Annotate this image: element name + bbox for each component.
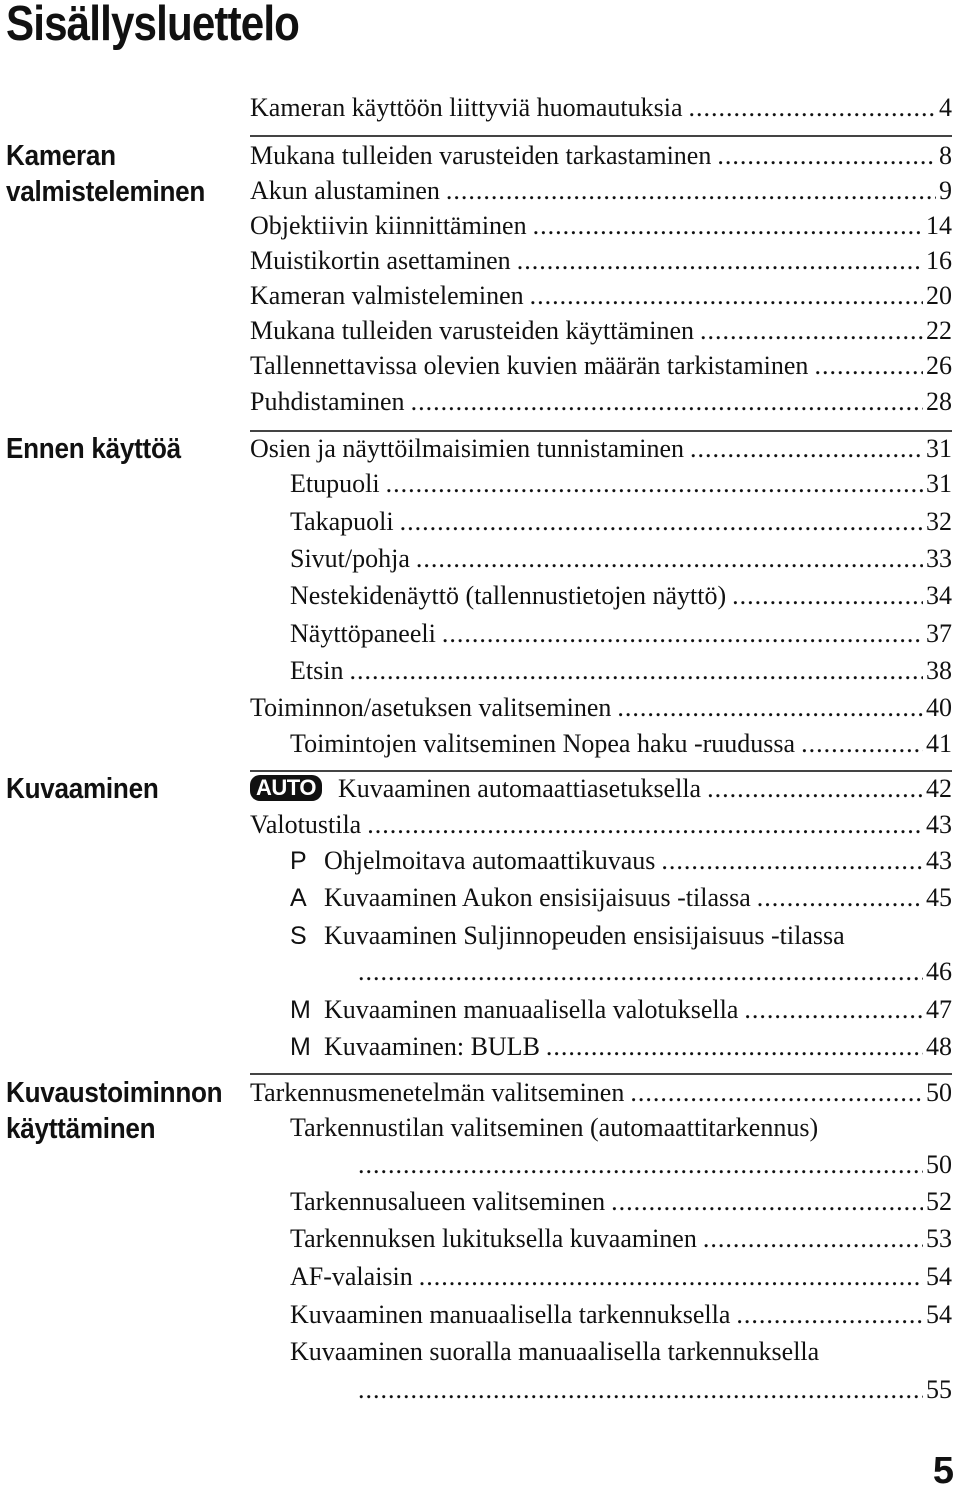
toc-entry-page: 54 xyxy=(926,1300,952,1329)
toc-entry-text xyxy=(290,992,738,1028)
toc-entry-text: Kuvaaminen manuaalisella tarkennuksella xyxy=(290,1300,731,1329)
toc-entry-text: Mukana tulleiden varusteiden käyttäminen xyxy=(250,316,695,345)
dot-leader xyxy=(517,243,923,279)
section-label-line: Ennen käyttöä xyxy=(6,433,181,465)
toc-entry-page: 54 xyxy=(926,1262,952,1291)
toc-entry-text: Näyttöpaneeli xyxy=(290,619,436,648)
toc-entry-text: Objektiivin kiinnittäminen xyxy=(250,211,527,240)
section-kuvaaminen xyxy=(0,770,960,1070)
toc-entry-page: 41 xyxy=(926,729,952,758)
toc-entry-label: Ohjelmoitava automaattikuvaus xyxy=(324,846,656,875)
toc-entry-page: 31 xyxy=(926,434,952,463)
toc-entry[interactable] xyxy=(250,278,952,314)
dot-leader xyxy=(386,466,923,502)
dot-leader xyxy=(349,653,923,689)
mode-m-icon: M xyxy=(290,996,311,1024)
dot-leader xyxy=(661,843,923,879)
toc-entry-text: Toimintojen valitseminen Nopea haku -ruudussa xyxy=(290,729,796,758)
toc-entry-intro[interactable] xyxy=(250,90,952,126)
section-label-line: käyttäminen xyxy=(6,1113,156,1145)
toc-entry[interactable] xyxy=(250,771,952,807)
toc-entry-label: Kuvaaminen automaattiasetuksella xyxy=(337,774,702,803)
toc-entry-page: 31 xyxy=(926,469,952,498)
dot-leader xyxy=(757,880,923,916)
toc-entry-text xyxy=(290,918,845,954)
toc-entry-continuation[interactable] xyxy=(358,954,952,990)
toc-entry-text: Tarkennusmenetelmän valitseminen xyxy=(250,1078,625,1107)
dot-leader xyxy=(736,1297,923,1333)
section-label xyxy=(6,771,222,807)
page-title: Sisällysluettelo xyxy=(6,0,300,51)
dot-leader xyxy=(419,1259,923,1295)
toc-subentry[interactable] xyxy=(290,843,952,879)
dot-leader xyxy=(358,1372,923,1408)
section-kuvaustoiminnon-kayttaminen xyxy=(0,1073,960,1413)
toc-entry-page: 14 xyxy=(926,211,952,240)
dot-leader xyxy=(703,1221,923,1257)
dot-leader xyxy=(814,348,923,384)
toc-entry-page: 53 xyxy=(926,1224,952,1253)
section-divider xyxy=(250,135,952,137)
dot-leader xyxy=(707,771,923,807)
toc-entry[interactable] xyxy=(250,173,952,209)
dot-leader xyxy=(530,278,923,314)
dot-leader xyxy=(690,431,923,467)
toc-entry[interactable] xyxy=(250,138,952,174)
toc-entry-text: Tarkennuksen lukituksella kuvaaminen xyxy=(290,1224,697,1253)
section-kameran-valmisteleminen xyxy=(0,135,960,425)
toc-entry-text xyxy=(250,771,701,807)
mode-s-icon: S xyxy=(290,922,307,950)
toc-entry-page: 46 xyxy=(926,957,952,986)
toc-entry-page: 22 xyxy=(926,316,952,345)
toc-entry-label: Kuvaaminen: BULB xyxy=(324,1032,540,1061)
dot-leader xyxy=(617,690,923,726)
toc-entry-text: Etsin xyxy=(290,656,344,685)
dot-leader xyxy=(700,313,923,349)
dot-leader xyxy=(446,173,936,209)
dot-leader xyxy=(732,578,923,614)
section-label-line: Kuvaaminen xyxy=(6,773,159,805)
toc-subentry[interactable] xyxy=(290,880,952,916)
toc-subentry[interactable] xyxy=(290,726,952,762)
section-label-line: valmisteleminen xyxy=(6,176,206,208)
toc-entry[interactable] xyxy=(250,690,952,726)
toc-subentry[interactable] xyxy=(290,1029,952,1065)
toc-entry-page: 47 xyxy=(926,995,952,1024)
toc-entry-text: Akun alustaminen xyxy=(250,176,440,205)
toc-subentry[interactable] xyxy=(290,653,952,689)
toc-subentry[interactable] xyxy=(290,1184,952,1220)
dot-leader xyxy=(533,208,923,244)
toc-entry-text: Muistikortin asettaminen xyxy=(250,246,511,275)
toc-entry[interactable] xyxy=(250,384,952,420)
toc-entry[interactable] xyxy=(250,208,952,244)
section-ennen-kayttoa xyxy=(0,430,960,770)
toc-entry-page: 38 xyxy=(926,656,952,685)
toc-subentry[interactable] xyxy=(290,578,952,614)
toc-entry-label: Kuvaaminen manuaalisella valotuksella xyxy=(324,995,739,1024)
toc-subentry[interactable] xyxy=(290,466,952,502)
toc-entry-text xyxy=(290,843,655,879)
dot-leader xyxy=(411,384,923,420)
toc-entry[interactable] xyxy=(250,431,952,467)
dot-leader xyxy=(717,138,936,174)
toc-entry[interactable] xyxy=(250,313,952,349)
mode-a-icon: A xyxy=(290,884,307,912)
toc-subentry[interactable] xyxy=(290,1334,952,1370)
dot-leader xyxy=(416,541,923,577)
toc-subentry[interactable] xyxy=(290,616,952,652)
dot-leader xyxy=(367,807,923,843)
toc-entry-continuation[interactable] xyxy=(358,1372,952,1408)
toc-entry-page: 32 xyxy=(926,507,952,536)
section-label xyxy=(6,431,222,467)
toc-entry-text: Tarkennustilan valitseminen (automaattitarkennus) xyxy=(290,1113,819,1142)
toc-entry-page: 37 xyxy=(926,619,952,648)
toc-subentry[interactable] xyxy=(290,1297,952,1333)
dot-leader xyxy=(630,1075,923,1111)
toc-entry-text xyxy=(290,880,751,916)
toc-entry-text: Tarkennusalueen valitseminen xyxy=(290,1187,606,1216)
toc-entry-page: 55 xyxy=(926,1375,952,1404)
dot-leader xyxy=(744,992,923,1028)
toc-entry-text: Takapuoli xyxy=(290,507,394,536)
toc-entry-text: Toiminnon/asetuksen valitseminen xyxy=(250,693,612,722)
toc-entry-page: 50 xyxy=(926,1078,952,1107)
toc-entry-page: 34 xyxy=(926,581,952,610)
toc-entry-page: 28 xyxy=(926,387,952,416)
toc-entry[interactable] xyxy=(250,243,952,279)
toc-entry-text: Nestekidenäyttö (tallennustietojen näyttö) xyxy=(290,581,727,610)
toc-entry[interactable] xyxy=(250,1075,952,1111)
dot-leader xyxy=(358,954,923,990)
toc-subentry[interactable] xyxy=(290,918,952,954)
dot-leader xyxy=(546,1029,923,1065)
toc-entry-page: 52 xyxy=(926,1187,952,1216)
toc-entry-continuation[interactable] xyxy=(358,1147,952,1183)
dot-leader xyxy=(400,504,923,540)
toc-entry-page: 33 xyxy=(926,544,952,573)
toc-entry[interactable] xyxy=(250,348,952,384)
toc-entry-page: 45 xyxy=(926,883,952,912)
section-label xyxy=(6,1075,222,1147)
toc-entry-page: 40 xyxy=(926,693,952,722)
toc-subentry[interactable] xyxy=(290,1259,952,1295)
dot-leader xyxy=(442,616,923,652)
toc-subentry[interactable] xyxy=(290,1221,952,1257)
toc-subentry[interactable] xyxy=(290,541,952,577)
toc-subentry[interactable] xyxy=(290,992,952,1028)
toc-entry-page: 42 xyxy=(926,774,952,803)
toc-entry-text: Valotustila xyxy=(250,810,362,839)
toc-entry-text: Puhdistaminen xyxy=(250,387,405,416)
toc-entry-text xyxy=(290,1029,540,1065)
toc-entry-page: 16 xyxy=(926,246,952,275)
toc-entry-text: AF-valaisin xyxy=(290,1262,413,1291)
toc-entry-page: 48 xyxy=(926,1032,952,1061)
dot-leader xyxy=(689,90,936,126)
section-label-line: Kuvaustoiminnon xyxy=(6,1077,223,1109)
toc-entry-page: 43 xyxy=(926,810,952,839)
dot-leader xyxy=(801,726,923,762)
dot-leader xyxy=(358,1147,923,1183)
toc-entry-text: Osien ja näyttöilmaisimien tunnistaminen xyxy=(250,434,684,463)
toc-entry-page: 20 xyxy=(926,281,952,310)
toc-entry-text: Kuvaaminen suoralla manuaalisella tarkennuksella xyxy=(290,1337,820,1366)
dot-leader xyxy=(611,1184,923,1220)
mode-p-icon: P xyxy=(290,847,307,875)
toc-entry-page: 8 xyxy=(939,141,952,170)
toc-entry-text: Kameran valmisteleminen xyxy=(250,281,524,310)
toc-entry[interactable] xyxy=(250,807,952,843)
toc-entry-text: Sivut/pohja xyxy=(290,544,410,573)
toc-entry-text: Mukana tulleiden varusteiden tarkastaminen xyxy=(250,141,712,170)
toc-entry-page: 4 xyxy=(939,93,952,122)
toc-entry-page: 26 xyxy=(926,351,952,380)
toc-entry-label: Kuvaaminen Suljinnopeuden ensisijaisuus -tilassa xyxy=(324,921,845,950)
toc-entry-text: Tallennettavissa olevien kuvien määrän tarkistaminen xyxy=(250,351,809,380)
section-label xyxy=(6,138,222,210)
page-number: 5 xyxy=(932,1450,954,1492)
toc-entry-page: 9 xyxy=(939,176,952,205)
toc-entry-text: Etupuoli xyxy=(290,469,380,498)
section-label-line: Kameran xyxy=(6,140,116,172)
toc-entry-page: 50 xyxy=(926,1150,952,1179)
toc-subentry[interactable] xyxy=(290,504,952,540)
mode-m-icon: M xyxy=(290,1033,311,1061)
auto-mode-icon: AUTO xyxy=(250,775,322,801)
toc-entry-page: 43 xyxy=(926,846,952,875)
toc-entry-text: Kameran käyttöön liittyviä huomautuksia xyxy=(250,93,683,122)
toc-entry-label: Kuvaaminen Aukon ensisijaisuus -tilassa xyxy=(324,883,751,912)
toc-subentry[interactable] xyxy=(290,1110,952,1146)
